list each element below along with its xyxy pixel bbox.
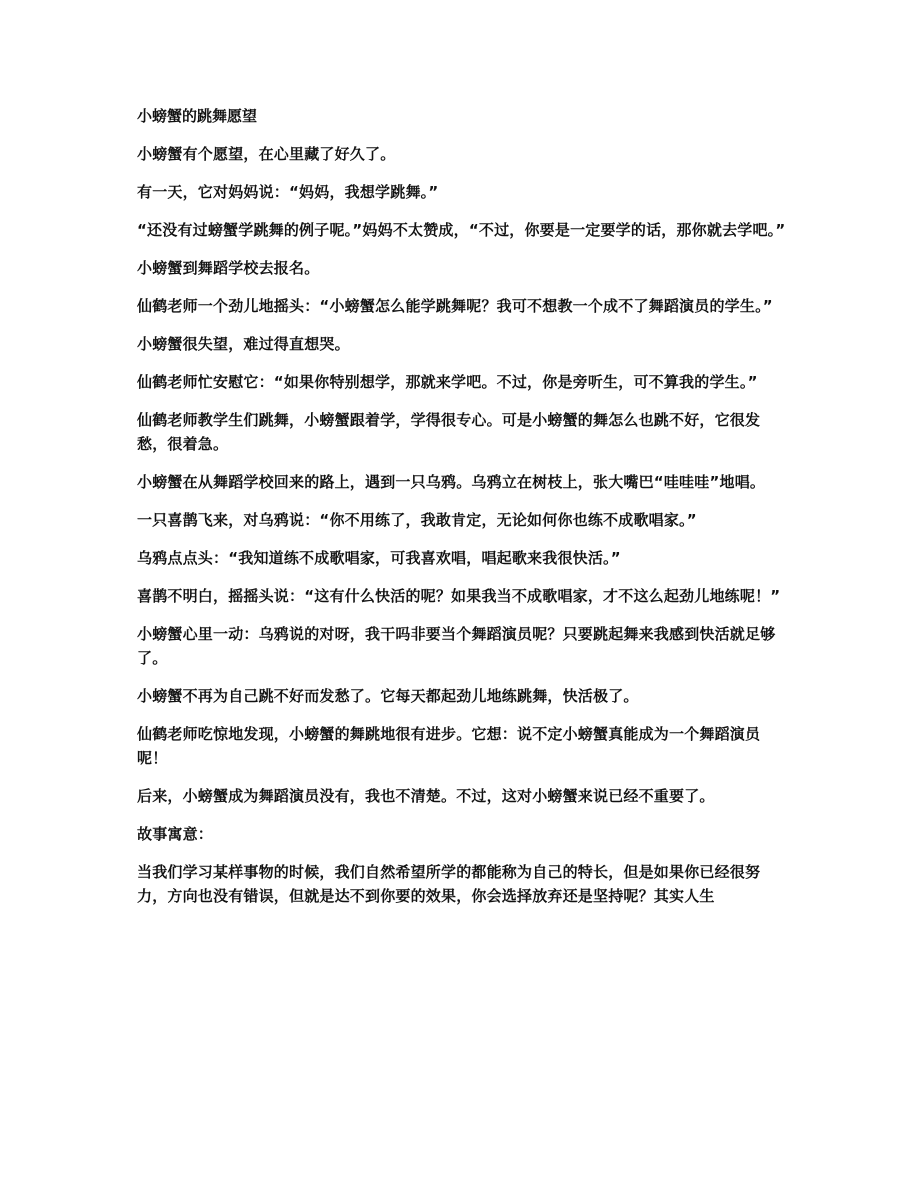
paragraph-2: 有一天，它对妈妈说：“妈妈，我想学跳舞。” bbox=[137, 183, 439, 201]
paragraph-3: “还没有过螃蟹学跳舞的例子呢。”妈妈不太赞成，“不过，你要是一定要学的话，那你就去学吧。” bbox=[137, 221, 786, 239]
paragraph-8: 仙鹤老师教学生们跳舞，小螃蟹跟着学，学得很专心。可是小螃蟹的舞怎么也跳不好，它很发愁，很着急。 bbox=[137, 411, 761, 453]
paragraph-13: 小螃蟹心里一动：乌鸦说的对呀，我干吗非要当个舞蹈演员呢？只要跳起舞来我感到快活就足够了。 bbox=[137, 625, 776, 667]
paragraph-4: 小螃蟹到舞蹈学校去报名。 bbox=[137, 259, 320, 277]
paragraph-16: 后来，小螃蟹成为舞蹈演员没有，我也不清楚。不过，这对小螃蟹来说已经不重要了。 bbox=[137, 787, 715, 805]
paragraph-7: 仙鹤老师忙安慰它：“如果你特别想学，那就来学吧。不过，你是旁听生，可不算我的学生。” bbox=[137, 373, 758, 391]
moral-paragraph: 当我们学习某样事物的时候，我们自然希望所学的都能称为自己的特长，但是如果你已经很努力，方向也没有错误，但就是达不到你要的效果，你会选择放弃还是坚持呢？其实人生 bbox=[137, 863, 761, 905]
paragraph-11: 乌鸦点点头：“我知道练不成歌唱家，可我喜欢唱，唱起歌来我很快活。” bbox=[137, 549, 621, 567]
paragraph-12: 喜鹊不明白，摇摇头说：“这有什么快活的呢？如果我当不成歌唱家，才不这么起劲儿地练呢！” bbox=[137, 587, 781, 605]
paragraph-5: 仙鹤老师一个劲儿地摇头：“小螃蟹怎么能学跳舞呢？我可不想教一个成不了舞蹈演员的学生。” bbox=[137, 297, 773, 315]
document-page bbox=[137, 104, 787, 922]
paragraph-9: 小螃蟹在从舞蹈学校回来的路上，遇到一只乌鸦。乌鸦立在树枝上，张大嘴巴“哇哇哇”地唱。 bbox=[137, 473, 766, 491]
moral-heading: 故事寓意： bbox=[137, 825, 214, 843]
paragraph-14: 小螃蟹不再为自己跳不好而发愁了。它每天都起劲儿地练跳舞，快活极了。 bbox=[137, 687, 639, 705]
story-title: 小螃蟹的跳舞愿望 bbox=[137, 107, 258, 125]
paragraph-6: 小螃蟹很失望，难过得直想哭。 bbox=[137, 335, 350, 353]
paragraph-10: 一只喜鹊飞来，对乌鸦说：“你不用练了，我敢肯定，无论如何你也练不成歌唱家。” bbox=[137, 511, 697, 529]
paragraph-15: 仙鹤老师吃惊地发现，小螃蟹的舞跳地很有进步。它想：说不定小螃蟹真能成为一个舞蹈演员呢！ bbox=[137, 725, 761, 767]
paragraph-1: 小螃蟹有个愿望，在心里藏了好久了。 bbox=[137, 145, 396, 163]
